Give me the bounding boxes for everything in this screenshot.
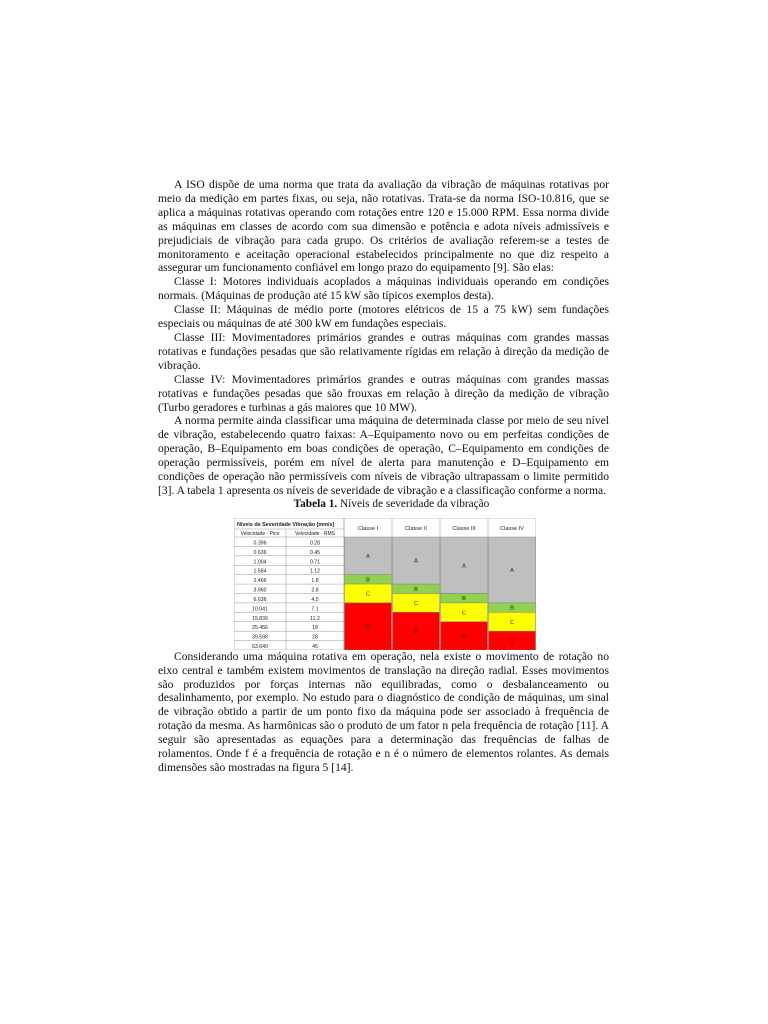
cell-peak: 15.839 [252,615,268,622]
cell-peak: 63.640 [252,643,268,650]
class-header: Classe II [405,525,427,532]
table-caption-label: Tabela 1. [293,497,338,510]
cell-rms: 7.1 [311,606,319,613]
zone-label-b: B [414,586,418,593]
cell-rms: 11.2 [310,615,320,622]
cell-rms: 0.71 [309,559,321,565]
cell-peak: 1.584 [253,568,267,575]
class-header: Classe III [452,525,476,532]
cell-rms: 4.5 [311,596,319,603]
cell-peak: 39.598 [252,634,268,641]
table-header-label: Níveis de Severidade Vibração [mm/s] [237,521,335,528]
paragraph-faixas: A norma permite ainda classificar uma máquina de determinada classe por meio de seu nível de vibração, estabelecendo quatro faixas: A–Equipamento novo ou em perfeitas condições de operação, B–Equipamento em boas condições de operação, C–Equipamento em condições de operação permissíveis, porém em nível de alerta para manutenção e D–Equipamento em condições de operação não permissíveis com níveis de vibração ultrapassam o limite permitido [3]. A tabela 1 apresenta os níveis de severidade de vibração e a classificação conforme a norma. [158,414,609,497]
cell-rms: 2.8 [311,587,319,594]
cell-peak: 6.636 [253,596,267,603]
class-header: Classe I [357,525,379,532]
zone-label-d: D [461,633,467,640]
cell-peak: 0.396 [253,540,267,547]
cell-peak: 3.960 [253,587,267,594]
paragraph-classe-1: Classe I: Motores individuais acoplados a máquinas individuais operando em condições normais. (Máquinas de produção até 15 kW são típicos exemplos desta). [158,275,609,303]
zone-label-d: D [365,624,371,631]
cell-peak: 0.636 [253,549,267,556]
zone-label-b: B [366,577,370,584]
severity-table [234,518,536,650]
zone-label-a: A [366,553,370,560]
column-header-rms: Velocidade - RMS [294,530,336,537]
cell-rms: 18 [312,624,318,631]
paragraph-rotating-machine: Considerando uma máquina rotativa em operação, nela existe o movimento de rotação no eixo central e também existem movimentos de translação na direção radial. Esses movimentos são produzidos por forças internas não equilibradas, como o desbalanceamento ou desalinhamento, por exemplo. No estudo para o diagnóstico de condição de máquinas, um sinal de vibração obtido a partir de um ponto fixo da máquina pode ser associado à frequência de rotação da mesma. As harmônicas são o produto de um fator n pela frequência de rotação [11]. A seguir são apresentadas as equações para a determinação das frequências de falhas de rolamentos. Onde f é a frequência de rotação e n é o número de elementos rolantes. As demais dimensões são mostradas na figura 5 [14]. [158,649,609,774]
table-caption-text: Níveis de severidade da vibração [337,497,490,510]
zone-label-c: C [365,591,371,598]
zone-label-a: A [510,567,514,574]
zone-label-c: C [413,600,419,607]
cell-peak: 10.041 [252,606,268,613]
column-header-peak: Velocidade - Pico [240,530,280,537]
cell-rms: 1.8 [311,577,319,584]
zone-label-a: A [414,558,418,565]
zone-label-c: C [509,619,515,626]
severity-table-figure [234,518,536,650]
paragraph-classe-3: Classe III: Movimentadores primários grandes e outras máquinas com grandes massas rotativas e fundações pesadas que são relativamente rígidas em relação à direção da medição de vibração. [158,330,609,372]
document-page [158,178,609,775]
zone-label-b: B [510,605,514,612]
cell-peak: 1.004 [253,559,267,565]
table-caption [158,498,609,512]
paragraph-iso-intro: A ISO dispõe de uma norma que trata da avaliação da vibração de máquinas rotativas por meio da medição em partes fixas, ou seja, não rotativas. Trata-se da norma ISO-10.816, que se aplica a máquinas rotativas operando com rotações entre 120 e 15.000 RPM. Essa norma divide as máquinas em classes de acordo com sua dimensão e potência e adota níveis admissíveis e prejudiciais de vibração para cada grupo. Os critérios de avaliação referem-se a testes de monitoramento e aceitação operacional estabelecidos principalmente no que diz respeito a assegurar um funcionamento confiável em longo prazo do equipamento [9]. São elas: [158,178,609,275]
zone-label-d: D [509,638,515,645]
zone-label-b: B [462,595,466,602]
cell-rms: 45 [312,643,318,650]
paragraph-classe-4: Classe IV: Movimentadores primários grandes e outras máquinas com grandes massas rotativas e fundações pesadas que são frouxas em relação à direção da medição de vibração (Turbo geradores e turbinas a gás maiores que 10 MW). [158,372,609,414]
cell-rms: 0.45 [309,549,321,556]
cell-peak: 2.466 [253,577,267,584]
cell-rms: 0.28 [309,540,321,547]
class-header: Classe IV [500,525,524,532]
zone-label-a: A [462,563,466,569]
cell-rms: 1.12 [309,568,321,575]
cell-peak: 25.456 [252,624,268,631]
zone-label-d: D [413,628,419,635]
zone-label-c: C [461,610,467,617]
paragraph-classe-2: Classe II: Máquinas de médio porte (motores elétricos de 15 a 75 kW) sem fundações especiais ou máquinas de até 300 kW em fundações especiais. [158,303,609,331]
cell-rms: 28 [312,634,318,641]
